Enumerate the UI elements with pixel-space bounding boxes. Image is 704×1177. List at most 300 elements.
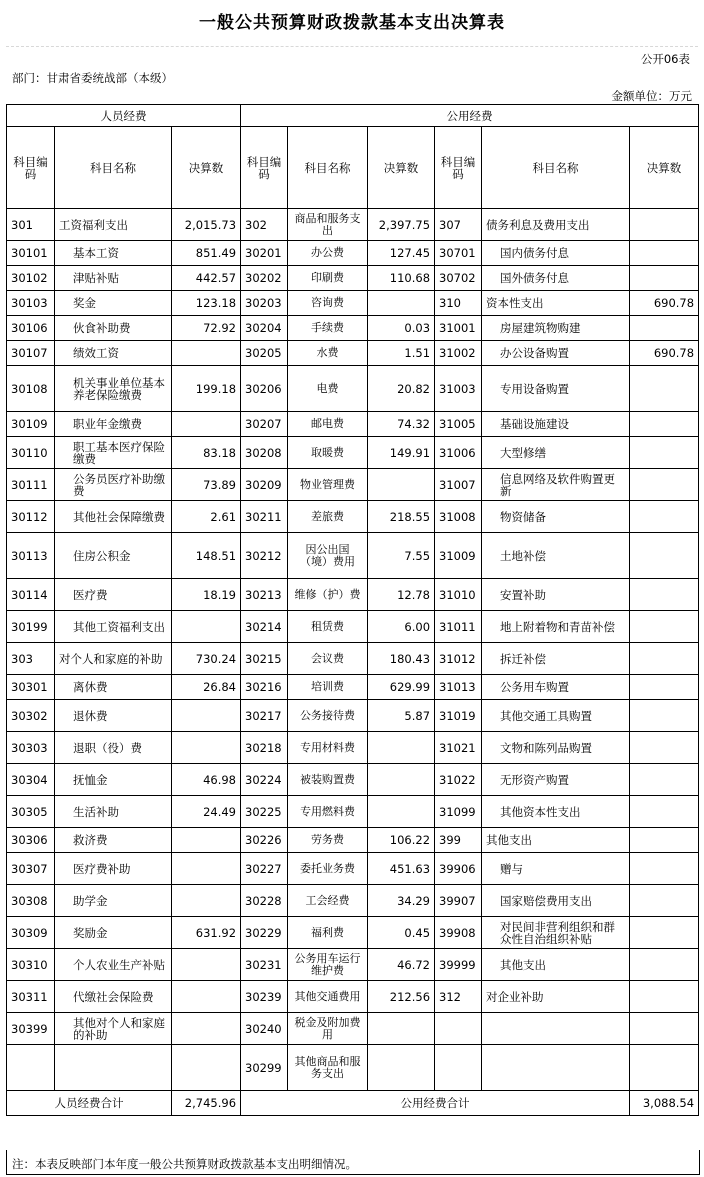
personnel-total-value: 2,745.96 bbox=[172, 1091, 241, 1116]
amount-value: 730.24 bbox=[172, 643, 241, 675]
amount-value: 180.43 bbox=[368, 643, 435, 675]
personnel-header: 人员经费 bbox=[7, 105, 241, 127]
amount-value bbox=[630, 412, 699, 437]
amount-value bbox=[630, 469, 699, 501]
subject-name: 福利费 bbox=[288, 917, 368, 949]
code-header: 科目编码 bbox=[7, 127, 55, 209]
table-row bbox=[7, 533, 699, 579]
subject-name: 奖励金 bbox=[55, 917, 172, 949]
subject-name: 工会经费 bbox=[288, 885, 368, 917]
subject-code: 31005 bbox=[435, 412, 482, 437]
amount-value: 218.55 bbox=[368, 501, 435, 533]
amount-value bbox=[630, 981, 699, 1013]
amount-value: 127.45 bbox=[368, 241, 435, 266]
subject-code: 301 bbox=[7, 209, 55, 241]
subject-code: 30305 bbox=[7, 796, 55, 828]
subject-name: 拆迁补偿 bbox=[482, 643, 630, 675]
subject-code: 31006 bbox=[435, 437, 482, 469]
subject-code: 31013 bbox=[435, 675, 482, 700]
subject-name: 被装购置费 bbox=[288, 764, 368, 796]
subject-code: 30106 bbox=[7, 316, 55, 341]
subject-code: 30205 bbox=[241, 341, 288, 366]
subject-code: 31003 bbox=[435, 366, 482, 412]
subject-code: 39906 bbox=[435, 853, 482, 885]
subject-name: 专用设备购置 bbox=[482, 366, 630, 412]
amount-value: 212.56 bbox=[368, 981, 435, 1013]
subject-name: 其他支出 bbox=[482, 828, 630, 853]
subject-code: 30206 bbox=[241, 366, 288, 412]
table-row bbox=[7, 291, 699, 316]
subject-code: 30311 bbox=[7, 981, 55, 1013]
subject-name: 取暖费 bbox=[288, 437, 368, 469]
public-total-value: 3,088.54 bbox=[630, 1091, 699, 1116]
table-row bbox=[7, 828, 699, 853]
amount-value bbox=[630, 885, 699, 917]
subject-code: 30213 bbox=[241, 579, 288, 611]
subject-code: 30208 bbox=[241, 437, 288, 469]
subject-code: 30203 bbox=[241, 291, 288, 316]
name-header: 科目名称 bbox=[482, 127, 630, 209]
subject-name: 国内债务付息 bbox=[482, 241, 630, 266]
subject-name: 文物和陈列品购置 bbox=[482, 732, 630, 764]
subject-name: 其他支出 bbox=[482, 949, 630, 981]
subject-code: 303 bbox=[7, 643, 55, 675]
subject-name: 公务员医疗补助缴费 bbox=[55, 469, 172, 501]
amount-value bbox=[172, 1045, 241, 1091]
subject-code: 30103 bbox=[7, 291, 55, 316]
subject-name: 资本性支出 bbox=[482, 291, 630, 316]
amount-value bbox=[630, 643, 699, 675]
subject-name: 租赁费 bbox=[288, 611, 368, 643]
subject-code: 39999 bbox=[435, 949, 482, 981]
name-header: 科目名称 bbox=[55, 127, 172, 209]
amount-value bbox=[630, 732, 699, 764]
subject-code: 39907 bbox=[435, 885, 482, 917]
name-header: 科目名称 bbox=[288, 127, 368, 209]
subject-code: 30202 bbox=[241, 266, 288, 291]
subject-name: 职业年金缴费 bbox=[55, 412, 172, 437]
amount-value bbox=[368, 796, 435, 828]
amount-value: 7.55 bbox=[368, 533, 435, 579]
subject-name: 债务利息及费用支出 bbox=[482, 209, 630, 241]
subject-name: 退职（役）费 bbox=[55, 732, 172, 764]
subject-name: 伙食补助费 bbox=[55, 316, 172, 341]
amount-value: 24.49 bbox=[172, 796, 241, 828]
amount-value bbox=[630, 853, 699, 885]
subject-code: 30303 bbox=[7, 732, 55, 764]
subject-code: 30211 bbox=[241, 501, 288, 533]
amount-value: 851.49 bbox=[172, 241, 241, 266]
subject-code: 30209 bbox=[241, 469, 288, 501]
subject-code bbox=[435, 1045, 482, 1091]
amount-value bbox=[630, 501, 699, 533]
subject-name: 安置补助 bbox=[482, 579, 630, 611]
amount-value bbox=[172, 885, 241, 917]
amount-value bbox=[368, 291, 435, 316]
amount-value bbox=[630, 949, 699, 981]
table-row bbox=[7, 316, 699, 341]
subject-code: 30304 bbox=[7, 764, 55, 796]
subject-code: 30102 bbox=[7, 266, 55, 291]
footnote: 注：本表反映部门本年度一般公共预算财政拨款基本支出明细情况。 bbox=[12, 1157, 357, 1171]
table-row bbox=[7, 981, 699, 1013]
table-row bbox=[7, 853, 699, 885]
amount-value bbox=[630, 917, 699, 949]
subject-code: 30701 bbox=[435, 241, 482, 266]
subject-name: 对民间非营利组织和群众性自治组织补贴 bbox=[482, 917, 630, 949]
subject-code: 30101 bbox=[7, 241, 55, 266]
subject-name: 机关事业单位基本养老保险缴费 bbox=[55, 366, 172, 412]
subject-name: 其他交通工具购置 bbox=[482, 700, 630, 732]
amount-value bbox=[630, 796, 699, 828]
subject-name: 公务接待费 bbox=[288, 700, 368, 732]
subject-code: 30199 bbox=[7, 611, 55, 643]
subject-code: 31001 bbox=[435, 316, 482, 341]
table-row bbox=[7, 885, 699, 917]
totals-row bbox=[7, 1091, 699, 1116]
department-label: 部门：甘肃省委统战部（本级） bbox=[12, 71, 173, 85]
amount-value: 0.03 bbox=[368, 316, 435, 341]
subject-name: 无形资产购置 bbox=[482, 764, 630, 796]
subject-name: 办公费 bbox=[288, 241, 368, 266]
subject-name: 公务用车运行维护费 bbox=[288, 949, 368, 981]
table-row bbox=[7, 700, 699, 732]
personnel-total-label: 人员经费合计 bbox=[7, 1091, 172, 1116]
subject-code: 399 bbox=[435, 828, 482, 853]
amount-value bbox=[630, 579, 699, 611]
subject-name: 国家赔偿费用支出 bbox=[482, 885, 630, 917]
amount-value: 199.18 bbox=[172, 366, 241, 412]
subject-code: 31009 bbox=[435, 533, 482, 579]
amount-value bbox=[368, 1013, 435, 1045]
subject-name: 大型修缮 bbox=[482, 437, 630, 469]
subject-name: 绩效工资 bbox=[55, 341, 172, 366]
subject-name: 基本工资 bbox=[55, 241, 172, 266]
amount-value bbox=[630, 675, 699, 700]
subject-name: 工资福利支出 bbox=[55, 209, 172, 241]
subject-name: 水费 bbox=[288, 341, 368, 366]
subject-code: 31008 bbox=[435, 501, 482, 533]
subject-code: 30231 bbox=[241, 949, 288, 981]
public-total-label: 公用经费合计 bbox=[241, 1091, 630, 1116]
amount-value bbox=[630, 209, 699, 241]
table-row bbox=[7, 209, 699, 241]
amount-value bbox=[630, 1013, 699, 1045]
amount-header: 决算数 bbox=[630, 127, 699, 209]
table-row bbox=[7, 501, 699, 533]
amount-value: 442.57 bbox=[172, 266, 241, 291]
subject-name: 代缴社会保险费 bbox=[55, 981, 172, 1013]
subject-code: 30240 bbox=[241, 1013, 288, 1045]
amount-value: 46.98 bbox=[172, 764, 241, 796]
subject-name: 差旅费 bbox=[288, 501, 368, 533]
subject-code: 30299 bbox=[241, 1045, 288, 1091]
amount-value: 690.78 bbox=[630, 291, 699, 316]
table-row bbox=[7, 732, 699, 764]
subject-code: 30107 bbox=[7, 341, 55, 366]
public-header: 公用经费 bbox=[241, 105, 699, 127]
subject-name: 住房公积金 bbox=[55, 533, 172, 579]
subject-name: 因公出国（境）费用 bbox=[288, 533, 368, 579]
amount-value: 690.78 bbox=[630, 341, 699, 366]
amount-value bbox=[630, 241, 699, 266]
subject-name: 地上附着物和青苗补偿 bbox=[482, 611, 630, 643]
subject-name bbox=[482, 1045, 630, 1091]
table-row bbox=[7, 437, 699, 469]
amount-value bbox=[368, 1045, 435, 1091]
subject-code: 30110 bbox=[7, 437, 55, 469]
subject-code: 31002 bbox=[435, 341, 482, 366]
amount-value bbox=[630, 437, 699, 469]
subject-name: 土地补偿 bbox=[482, 533, 630, 579]
amount-value: 451.63 bbox=[368, 853, 435, 885]
table-row bbox=[7, 949, 699, 981]
amount-value bbox=[172, 853, 241, 885]
amount-value: 110.68 bbox=[368, 266, 435, 291]
amount-value bbox=[172, 700, 241, 732]
table-row bbox=[7, 579, 699, 611]
subject-name: 商品和服务支出 bbox=[288, 209, 368, 241]
subject-name: 个人农业生产补贴 bbox=[55, 949, 172, 981]
subject-code: 30215 bbox=[241, 643, 288, 675]
amount-value: 0.45 bbox=[368, 917, 435, 949]
subject-code: 30227 bbox=[241, 853, 288, 885]
subject-name: 生活补助 bbox=[55, 796, 172, 828]
amount-header: 决算数 bbox=[172, 127, 241, 209]
subject-code: 307 bbox=[435, 209, 482, 241]
subject-name: 物资储备 bbox=[482, 501, 630, 533]
subject-code: 30204 bbox=[241, 316, 288, 341]
table-row bbox=[7, 1045, 699, 1091]
subject-name: 专用材料费 bbox=[288, 732, 368, 764]
amount-value: 73.89 bbox=[172, 469, 241, 501]
section-header-row bbox=[7, 105, 699, 127]
table-row bbox=[7, 796, 699, 828]
amount-value: 2,015.73 bbox=[172, 209, 241, 241]
column-header-row bbox=[7, 127, 699, 209]
amount-header: 决算数 bbox=[368, 127, 435, 209]
subject-name: 印刷费 bbox=[288, 266, 368, 291]
amount-value bbox=[172, 611, 241, 643]
amount-value: 72.92 bbox=[172, 316, 241, 341]
subject-name: 离休费 bbox=[55, 675, 172, 700]
subject-name: 邮电费 bbox=[288, 412, 368, 437]
subject-code: 310 bbox=[435, 291, 482, 316]
subject-code: 30228 bbox=[241, 885, 288, 917]
table-row bbox=[7, 241, 699, 266]
subject-name: 救济费 bbox=[55, 828, 172, 853]
subject-name: 医疗费 bbox=[55, 579, 172, 611]
amount-value bbox=[172, 341, 241, 366]
subject-code: 31012 bbox=[435, 643, 482, 675]
subject-code: 31011 bbox=[435, 611, 482, 643]
code-header: 科目编码 bbox=[241, 127, 288, 209]
amount-value: 2,397.75 bbox=[368, 209, 435, 241]
subject-code: 30214 bbox=[241, 611, 288, 643]
amount-value bbox=[630, 700, 699, 732]
subject-code: 30114 bbox=[7, 579, 55, 611]
amount-value bbox=[172, 828, 241, 853]
code-header: 科目编码 bbox=[435, 127, 482, 209]
subject-code: 30307 bbox=[7, 853, 55, 885]
table-row bbox=[7, 341, 699, 366]
amount-value: 149.91 bbox=[368, 437, 435, 469]
budget-table bbox=[6, 104, 699, 1116]
amount-value bbox=[172, 732, 241, 764]
table-row bbox=[7, 266, 699, 291]
amount-value bbox=[630, 764, 699, 796]
subject-name: 电费 bbox=[288, 366, 368, 412]
amount-value: 83.18 bbox=[172, 437, 241, 469]
amount-value: 631.92 bbox=[172, 917, 241, 949]
subject-code: 30207 bbox=[241, 412, 288, 437]
amount-value: 26.84 bbox=[172, 675, 241, 700]
subject-name: 办公设备购置 bbox=[482, 341, 630, 366]
amount-value: 106.22 bbox=[368, 828, 435, 853]
table-row bbox=[7, 917, 699, 949]
subject-code: 31022 bbox=[435, 764, 482, 796]
subject-code: 30309 bbox=[7, 917, 55, 949]
subject-code: 30302 bbox=[7, 700, 55, 732]
subject-code: 30226 bbox=[241, 828, 288, 853]
subject-code: 30201 bbox=[241, 241, 288, 266]
amount-value bbox=[172, 1013, 241, 1045]
table-row bbox=[7, 643, 699, 675]
subject-name: 手续费 bbox=[288, 316, 368, 341]
subject-name: 劳务费 bbox=[288, 828, 368, 853]
amount-value: 12.78 bbox=[368, 579, 435, 611]
amount-value bbox=[630, 266, 699, 291]
subject-code: 31010 bbox=[435, 579, 482, 611]
subject-name: 培训费 bbox=[288, 675, 368, 700]
subject-code: 30218 bbox=[241, 732, 288, 764]
subject-name: 专用燃料费 bbox=[288, 796, 368, 828]
subject-name: 对个人和家庭的补助 bbox=[55, 643, 172, 675]
amount-value: 123.18 bbox=[172, 291, 241, 316]
subject-name: 房屋建筑物购建 bbox=[482, 316, 630, 341]
subject-name: 维修（护）费 bbox=[288, 579, 368, 611]
subject-code: 31019 bbox=[435, 700, 482, 732]
amount-value: 74.32 bbox=[368, 412, 435, 437]
subject-name bbox=[482, 1013, 630, 1045]
amount-value: 18.19 bbox=[172, 579, 241, 611]
amount-value: 5.87 bbox=[368, 700, 435, 732]
subject-code: 30113 bbox=[7, 533, 55, 579]
subject-name: 赠与 bbox=[482, 853, 630, 885]
subject-name: 咨询费 bbox=[288, 291, 368, 316]
subject-name: 助学金 bbox=[55, 885, 172, 917]
amount-value bbox=[368, 764, 435, 796]
subject-name: 津贴补贴 bbox=[55, 266, 172, 291]
amount-value: 46.72 bbox=[368, 949, 435, 981]
amount-value: 629.99 bbox=[368, 675, 435, 700]
subject-name: 基础设施建设 bbox=[482, 412, 630, 437]
subject-code: 30239 bbox=[241, 981, 288, 1013]
subject-code: 302 bbox=[241, 209, 288, 241]
subject-name: 奖金 bbox=[55, 291, 172, 316]
table-row bbox=[7, 764, 699, 796]
subject-code: 30310 bbox=[7, 949, 55, 981]
subject-name: 信息网络及软件购置更新 bbox=[482, 469, 630, 501]
subject-code: 31007 bbox=[435, 469, 482, 501]
table-code-label: 公开06表 bbox=[640, 52, 690, 66]
subject-code: 31021 bbox=[435, 732, 482, 764]
table-row bbox=[7, 675, 699, 700]
subject-code: 30111 bbox=[7, 469, 55, 501]
subject-name: 其他交通费用 bbox=[288, 981, 368, 1013]
subject-name: 其他资本性支出 bbox=[482, 796, 630, 828]
amount-value: 34.29 bbox=[368, 885, 435, 917]
subject-name: 公务用车购置 bbox=[482, 675, 630, 700]
subject-code: 30108 bbox=[7, 366, 55, 412]
subject-name: 医疗费补助 bbox=[55, 853, 172, 885]
subject-name: 职工基本医疗保险缴费 bbox=[55, 437, 172, 469]
amount-value: 1.51 bbox=[368, 341, 435, 366]
subject-code: 30112 bbox=[7, 501, 55, 533]
subject-name: 其他商品和服务支出 bbox=[288, 1045, 368, 1091]
subject-code: 30301 bbox=[7, 675, 55, 700]
amount-value: 6.00 bbox=[368, 611, 435, 643]
unit-label: 金额单位：万元 bbox=[611, 89, 692, 103]
subject-code: 30212 bbox=[241, 533, 288, 579]
subject-code bbox=[435, 1013, 482, 1045]
table-row bbox=[7, 469, 699, 501]
amount-value bbox=[630, 828, 699, 853]
subject-code: 30217 bbox=[241, 700, 288, 732]
amount-value bbox=[630, 1045, 699, 1091]
subject-name: 其他社会保障缴费 bbox=[55, 501, 172, 533]
amount-value bbox=[172, 949, 241, 981]
subject-code: 30216 bbox=[241, 675, 288, 700]
subject-name bbox=[55, 1045, 172, 1091]
amount-value: 2.61 bbox=[172, 501, 241, 533]
subject-code: 31099 bbox=[435, 796, 482, 828]
subject-name: 其他工资福利支出 bbox=[55, 611, 172, 643]
subject-code: 30702 bbox=[435, 266, 482, 291]
subject-code: 39908 bbox=[435, 917, 482, 949]
table-row bbox=[7, 366, 699, 412]
subject-code: 30308 bbox=[7, 885, 55, 917]
subject-name: 国外债务付息 bbox=[482, 266, 630, 291]
subject-code: 312 bbox=[435, 981, 482, 1013]
subject-code: 30229 bbox=[241, 917, 288, 949]
amount-value bbox=[630, 533, 699, 579]
subject-code: 30109 bbox=[7, 412, 55, 437]
subject-name: 会议费 bbox=[288, 643, 368, 675]
subject-name: 税金及附加费用 bbox=[288, 1013, 368, 1045]
table-row bbox=[7, 412, 699, 437]
subject-name: 抚恤金 bbox=[55, 764, 172, 796]
table-row bbox=[7, 1013, 699, 1045]
amount-value bbox=[630, 366, 699, 412]
subject-name: 委托业务费 bbox=[288, 853, 368, 885]
subject-name: 其他对个人和家庭的补助 bbox=[55, 1013, 172, 1045]
subject-name: 退休费 bbox=[55, 700, 172, 732]
page-title: 一般公共预算财政拨款基本支出决算表 bbox=[199, 13, 505, 33]
subject-code: 30224 bbox=[241, 764, 288, 796]
table-row bbox=[7, 611, 699, 643]
subject-code: 30225 bbox=[241, 796, 288, 828]
subject-name: 物业管理费 bbox=[288, 469, 368, 501]
subject-code bbox=[7, 1045, 55, 1091]
amount-value bbox=[368, 469, 435, 501]
subject-name: 对企业补助 bbox=[482, 981, 630, 1013]
amount-value bbox=[172, 412, 241, 437]
amount-value: 20.82 bbox=[368, 366, 435, 412]
amount-value: 148.51 bbox=[172, 533, 241, 579]
amount-value bbox=[630, 611, 699, 643]
subject-code: 30399 bbox=[7, 1013, 55, 1045]
